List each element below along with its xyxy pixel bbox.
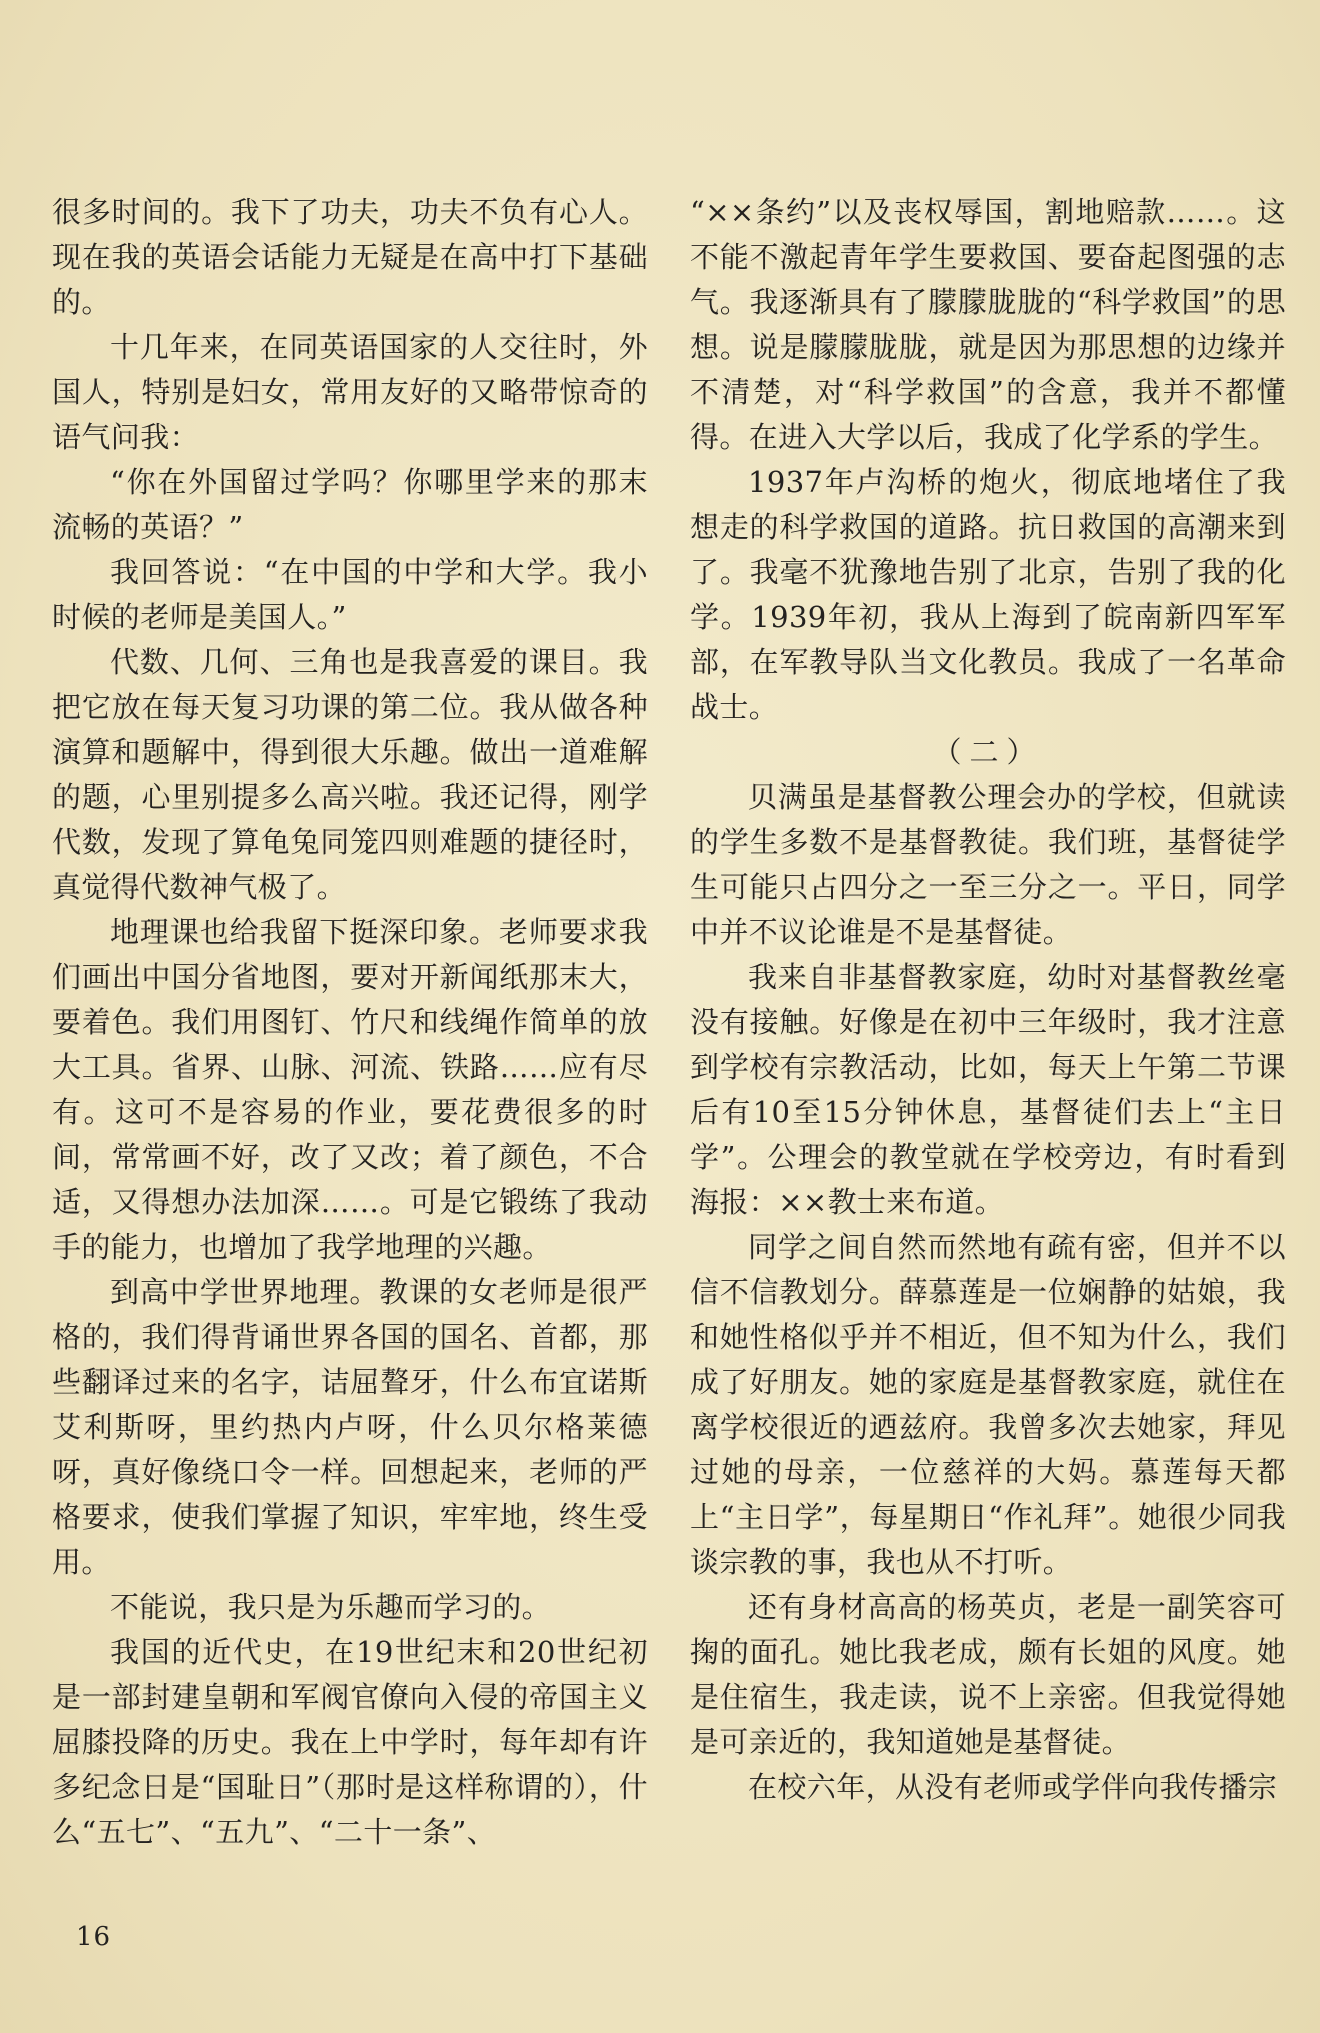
paragraph: 还有身材高高的杨英贞，老是一副笑容可掬的面孔。她比我老成，颇有长姐的风度。她是住宿生，我走读，说不上亲密。但我觉得她是可亲近的，我知道她是基督徒。 bbox=[690, 1590, 1286, 1759]
paragraph: 十几年来，在同英语国家的人交往时，外国人，特别是妇女，常用友好的又略带惊奇的语气问我： bbox=[52, 330, 648, 454]
paragraph: 代数、几何、三角也是我喜爱的课目。我把它放在每天复习功课的第二位。我从做各种演算和题解中，得到很大乐趣。做出一道难解的题，心里别提多么高兴啦。我还记得，刚学代数，发现了算龟兔同笼四则难题的捷径时，真觉得代数神气极了。 bbox=[52, 645, 648, 904]
paragraph: 同学之间自然而然地有疏有密，但并不以信不信教划分。薛慕莲是一位娴静的姑娘，我和她性格似乎并不相近，但不知为什么，我们成了好朋友。她的家庭是基督教家庭，就住在离学校很近的迺兹府。我曾多次去她家，拜见过她的母亲，一位慈祥的大妈。慕莲每天都上“主日学”，每星期日“作礼拜”。她很少同我谈宗教的事，我也从不打听。 bbox=[690, 1230, 1286, 1579]
paragraph-continuation: “××条约”以及丧权辱国，割地赔款……。这不能不激起青年学生要救国、要奋起图强的志气。我逐渐具有了朦朦胧胧的“科学救国”的思想。说是朦朦胧胧，就是因为那思想的边缘并不清楚，对“科学救国”的含意，我并不都懂得。在进入大学以后，我成了化学系的学生。 bbox=[690, 195, 1286, 454]
paragraph: 我来自非基督教家庭，幼时对基督教丝毫没有接触。好像是在初中三年级时，我才注意到学校有宗教活动，比如，每天上午第二节课后有10至15分钟休息，基督徒们去上“主日学”。公理会的教堂就在学校旁边，有时看到海报：××教士来布道。 bbox=[690, 960, 1286, 1219]
paragraph: 1937年卢沟桥的炮火，彻底地堵住了我想走的科学救国的道路。抗日救国的高潮来到了。我毫不犹豫地告别了北京，告别了我的化学。1939年初，我从上海到了皖南新四军军部，在军教导队当文化教员。我成了一名革命战士。 bbox=[690, 465, 1286, 724]
page-number: 16 bbox=[76, 1922, 112, 1952]
quoted-question: “你在外国留过学吗？你哪里学来的那末流畅的英语？” bbox=[52, 465, 648, 544]
paragraph: 贝满虽是基督教公理会办的学校，但就读的学生多数不是基督教徒。我们班，基督徒学生可能只占四分之一至三分之一。平日，同学中并不议论谁是不是基督徒。 bbox=[690, 780, 1286, 949]
section-heading: （二） bbox=[932, 735, 1044, 769]
paragraph: 我回答说：“在中国的中学和大学。我小时候的老师是美国人。” bbox=[52, 555, 648, 634]
paragraph: 在校六年，从没有老师或学伴向我传播宗 bbox=[748, 1770, 1278, 1804]
paragraph: 地理课也给我留下挺深印象。老师要求我们画出中国分省地图，要对开新闻纸那末大，要着色。我们用图钉、竹尺和线绳作简单的放大工具。省界、山脉、河流、铁路……应有尽有。这可不是容易的作业，要花费很多的时间，常常画不好，改了又改；着了颜色，不合适，又得想办法加深……。可是它锻练了我动手的能力，也增加了我学地理的兴趣。 bbox=[52, 915, 648, 1264]
paragraph-continuation: 很多时间的。我下了功夫，功夫不负有心人。现在我的英语会话能力无疑是在高中打下基础的。 bbox=[52, 195, 648, 319]
left-column bbox=[52, 190, 648, 1855]
paragraph: 不能说，我只是为乐趣而学习的。 bbox=[110, 1590, 552, 1624]
paragraph: 到高中学世界地理。教课的女老师是很严格的，我们得背诵世界各国的国名、首都，那些翻译过来的名字，诘屈聱牙，什么布宜诺斯艾利斯呀，里约热内卢呀，什么贝尔格莱德呀，真好像绕口令一样。回想起来，老师的严格要求，使我们掌握了知识，牢牢地，终生受用。 bbox=[52, 1275, 648, 1579]
right-column bbox=[690, 190, 1286, 1810]
paragraph: 我国的近代史，在19世纪末和20世纪初是一部封建皇朝和军阀官僚向入侵的帝国主义屈膝投降的历史。我在上中学时，每年却有许多纪念日是“国耻日”（那时是这样称谓的），什么“五七”、“五九”、“二十一条”、 bbox=[52, 1635, 648, 1849]
